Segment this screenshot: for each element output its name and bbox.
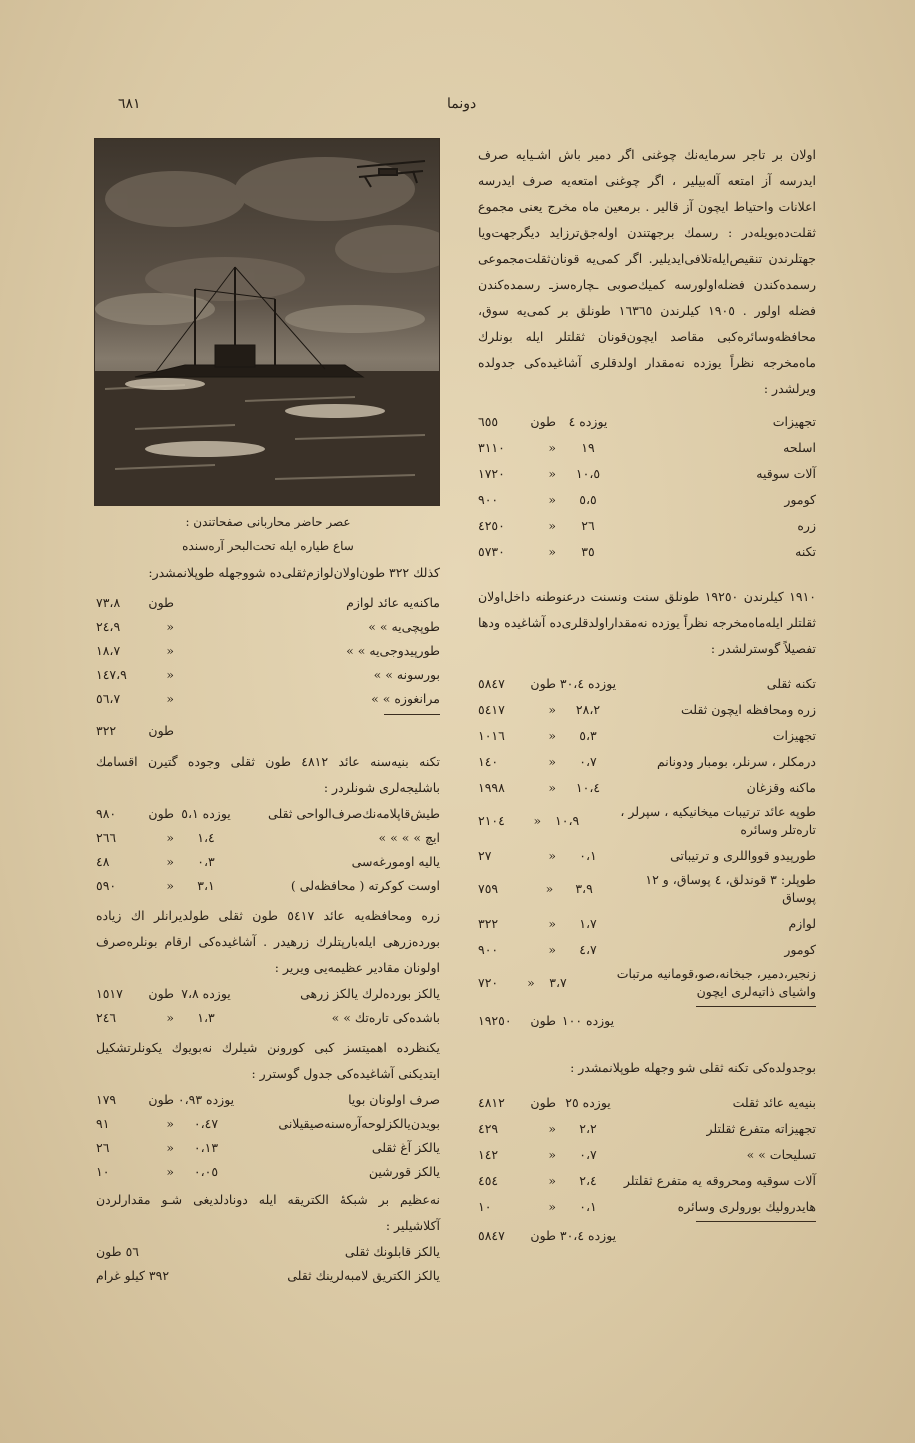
left-paragraph-5: نه‌عظیم بر شبکهٔ الکتریقه ایله دونادلدیغی شـو مقدارلردن آکلاشیلیر : [96,1192,440,1233]
left-table-1-total: ٣٢٢ طون [96,722,174,738]
table-row [478,512,816,538]
row-percent: یوزده ٧،٨ [181,985,231,1001]
table-row [478,722,816,748]
right-column [478,142,816,1248]
illustration-caption-line-1: عصر حاضر محاربانی صفحاتندن : [185,515,351,529]
row-value: ٢٦٦ » [96,829,174,845]
row-label: اوست کوکرته ( محافظه‌لی ) [290,877,440,893]
row-value: ١٧٩ طون [96,1091,174,1107]
table-row [478,842,816,868]
row-value: ٥٨٤٧ طون [478,675,556,691]
row-label: طورپیدو قوواللری و ترتیباتی [670,847,816,863]
row-percent: یوزده ٠،٩٣ [177,1091,235,1107]
row-percent: ٠،٤٧ [193,1115,219,1131]
row-value: ١٨،٧ » [96,642,174,658]
row-label: یالکز قورشین [368,1163,440,1179]
table-row [478,460,816,486]
row-percent: ٥،٥ [579,491,597,507]
row-value: ٤٨١٢ طون [478,1094,556,1110]
row-value: ٥٦ طون [96,1243,139,1259]
table-row [96,1239,440,1263]
table-row [478,538,816,564]
row-label: هایدرولیك بورولری وسائره [677,1198,816,1214]
left-paragraph-4: یکنظرده اهمیتسز کبی کورونن شیلرك نه‌بویوك یکونلرتشکیل ایتدیکنی آشاغیده‌کی جدول گوسترر : [96,1040,440,1081]
right-intro-paragraph: اولان بر تاجر سرمایه‌نك چوغنی اگر دمیر باش اشـیایه صرف ایدرسه آز امتعه آلەبیلیر ، اگر چوغنی امتعه‌یه صرف ایدرسه اعلانات واحتیاط ایچون آز قالیر . برمعین ماه مخرج یعنی مجموع ثقلت‌ده‌بویله‌در : رسمك برجهتندن اوله‌جق‌ترزاید دیگرجهت‌ویا جهتلرندن تنقیص‌ایله‌تلافی‌ایدیلیر. اگر کمی‌یه قونان‌ثقلت‌مجموعی رسمده‌کندن فضله‌اولورسه کمیك‌صوبی ـچاره‌سزـ رسمده‌کندن فضله اولور . ١٩٠٥ کیلرندن ١٦٣٦٥ طونلق بر کمی‌یه سوق، محافظه‌وسائره‌کبی مقاصد ایچون‌قونان ثقلتلر ایله بونلرك ماه‌مخرجه نظراً یوزده نه‌مقدار اولدقلری آشاغیده‌کی جدولده ویرلشدر : [478,147,816,396]
row-label: لوازم [788,915,816,931]
row-value: ٦٥٥ طون [478,413,556,429]
row-label: کومور [784,941,816,957]
row-label: زنجیر،دمیر، جبخانه،صو،قومانیه مرتبات واشیای ذاتیه‌لری ایچون [616,966,816,999]
table-row [96,1087,440,1111]
table-row [478,748,816,774]
row-percent: ١،٣ [197,1009,215,1025]
row-percent: ١٩ [581,439,595,455]
row-label: یالکز آغ ثقلی [371,1139,440,1155]
row-percent: ٣،٩ [575,881,593,896]
row-value: ١٠١٦ » [478,727,556,743]
row-label: طیش‌قاپلامه‌نك‌صرف‌الواحی ثقلی [268,805,440,821]
left-paragraph-3: زره ومحافظه‌یه عائد ٥٤١٧ طون ثقلی طولدیرانلر اك زیاده بوردەزرهی ایله‌بارپتلرك زرهیدر . آشاغیده‌کی ارقام بونلره‌صرف اولونان مقادیر عظیمه‌یی ویریر : [96,908,440,975]
row-percent: ٣٥ [581,543,595,559]
left-table-3 [96,981,440,1029]
table-row [478,1141,816,1167]
table-row [96,1263,440,1287]
table-row [478,868,816,910]
row-label: بورسونه » » [373,666,440,682]
row-value: ٣٩٢ کیلو غرام [96,1267,170,1283]
row-value: ١٥١٧ طون [96,985,174,1001]
table-row [96,801,440,825]
row-value: ٩١ » [96,1115,174,1131]
table-row [96,981,440,1005]
table-row [478,774,816,800]
table-row [478,1089,816,1115]
table-row [478,962,816,1004]
left-table-1-rule [384,714,440,715]
table-row [478,696,816,722]
row-value: ١٩٩٨ » [478,779,556,795]
table-row [478,1167,816,1193]
left-table-5 [96,1239,440,1287]
row-label: زره ومحافظه ایچون ثقلت [681,701,816,717]
row-percent: ٢٨،٢ [575,701,601,717]
row-value: ٢٧ » [478,847,556,863]
row-value: ٤٢٩ » [478,1120,556,1136]
row-label: ایچ » » » » [378,829,440,845]
row-value: ٢٦ » [96,1139,174,1155]
row-value: ١٤٠ » [478,753,556,769]
right-table-3 [478,1089,816,1219]
row-label: طوپلر: ٣ قوندلق، ٤ پوساق، و ١٢ پوساق [645,872,816,905]
table-row [96,614,440,638]
table-row [478,670,816,696]
row-percent: ٤،٧ [579,941,597,957]
row-label: کومور [784,491,816,507]
row-percent: یوزده ٤ [568,413,608,429]
row-label: یالکز بوردەلرك یالکز زرهی [300,985,440,1001]
row-percent: ٠،٧ [579,1146,597,1162]
row-label: باشده‌کی تاره‌تك » » [331,1009,440,1025]
page-number: ٦٨١ [118,96,141,112]
right-table-1 [478,408,816,564]
row-percent: ٠،١ [579,847,597,863]
row-label: تکنه [795,543,816,559]
illustration-caption-line-2: ساع طیاره ایله تحت‌البحر آره‌سنده [182,539,354,553]
table-row [96,662,440,686]
row-label: تسلیحات » » [746,1146,816,1162]
table-row [478,486,816,512]
row-percent: ٣،٧ [549,975,567,990]
row-percent: ٠،٣ [197,853,215,869]
running-head: دونما [447,96,477,112]
row-label: طورپیدوجی‌یه » » [346,642,440,658]
row-percent: ١٠،٤ [575,779,601,795]
row-label: یالکز قابلونك ثقلی [344,1243,440,1259]
right-paragraph-2: ١٩١٠ کیلرندن ١٩٢٥٠ طونلق سنت ونسنت درعنوطنه داخل‌اولان ثقلتلر ایله‌ماه‌مخرجه نظراً یوزده نه‌مقداراولدقلری‌ده آشاغیده ودها تفصیلاً گوسترلشدر : [478,589,816,656]
row-value: ٢٤،٩ » [96,618,174,634]
table-row [96,873,440,897]
row-percent: یوزده ٥،١ [181,805,231,821]
row-percent: ١٠،٩ [555,813,580,828]
row-percent: ٠،٧ [579,753,597,769]
row-value: ٤٥٤ » [478,1172,556,1188]
row-percent: ٢،٤ [579,1172,597,1188]
table-row [96,638,440,662]
row-label: یالکز الکتریق لامبه‌لرینك ثقلی [287,1267,440,1283]
row-value: ٧٢٠ » [477,975,535,990]
row-percent: ٣،١ [197,877,215,893]
left-column [96,138,440,1287]
table-row [96,1005,440,1029]
row-value: ٢٤٦ » [96,1009,174,1025]
row-label: یالیه اومورغه‌سی [351,853,440,869]
row-label: آلات سوقیه ومحروقه‌ یه متفرع ثقلتلر [623,1172,816,1188]
row-value: ٤٨ » [96,853,174,869]
table-row [96,825,440,849]
row-percent: ٢٦ [581,517,595,533]
row-label: تجهیزاته متفرع ثقلتلر [706,1120,816,1136]
row-label: بنیه‌یه عائد ثقلت [732,1094,816,1110]
left-table-1 [96,590,440,710]
right-table-2 [478,670,816,1004]
page-header [0,96,915,120]
row-value: ٧٥٩ » [478,881,554,896]
table-row [478,1115,816,1141]
row-percent: ٠،٠٥ [193,1163,219,1179]
table-row [96,1135,440,1159]
row-percent: ٥،٣ [579,727,597,743]
row-percent: ١،٤ [197,829,215,845]
row-value: ٩٠٠ » [478,491,556,507]
row-value: ٩٠٠ » [478,941,556,957]
row-label: تکنه ثقلی [766,675,816,691]
row-label: تجهیزات [772,413,816,429]
row-percent: ٠،١٣ [193,1139,219,1155]
row-value: ٤٢٥٠ » [478,517,556,533]
row-value: ٥٩٠ » [96,877,174,893]
right-table-2-total: یوزده ١٠٠ ١٩٢٥٠ طون [478,1012,615,1028]
row-percent: ١٠،٥ [575,465,601,481]
left-paragraph-1: کذلك ٣٢٢ طون‌اولان‌لوازم‌ثقلی‌ده شووجهله طوپلانمشدر: [148,565,440,580]
row-percent: یوزده ٣٠،٤ [559,675,617,691]
row-percent: یوزده ٢٥ [565,1094,611,1110]
row-label: صرف اولونان بویا [348,1091,440,1107]
table-row [96,590,440,614]
row-value: ٣١١٠ » [478,439,556,455]
row-value: ٥٦،٧ » [96,690,174,706]
row-value: ١٧٢٠ » [478,465,556,481]
row-label: ماکنه وقزغان [746,779,816,795]
illustration-seaplane-submarine [94,138,440,506]
table-row [96,849,440,873]
row-label: طوپه عائد ترتیبات میخانیکیه ، سپرلر ، تاره‌تلر وسائره [620,804,816,837]
left-table-2 [96,801,440,897]
row-value: ٥٤١٧ » [478,701,556,717]
row-value: ١٠ » [96,1163,174,1179]
row-label: درمکلر ، سرنلر، بومبار ودونانم [656,753,816,769]
table-row [96,1111,440,1135]
table-row [478,1193,816,1219]
row-label: آلات سوقیه [756,465,816,481]
row-value: ١٤٧،٩ » [96,666,174,682]
row-value: ٢١٠٤ » [478,813,542,828]
table-row [478,800,816,842]
left-table-4 [96,1087,440,1183]
row-label: طوپچی‌یه » » [368,618,440,634]
row-percent: ٠،١ [579,1198,597,1214]
row-value: ٣٢٢ » [478,915,556,931]
row-value: ٥٧٣٠ » [478,543,556,559]
row-label: مرانغوزه » » [371,690,440,706]
table-row [96,1159,440,1183]
row-label: زره [797,517,816,533]
row-value: ١٠ » [478,1198,556,1214]
right-table-3-total: یوزده ٣٠،٤ ٥٨٤٧ طون [478,1227,617,1243]
row-value: ٧٣،٨ طون [96,594,174,610]
row-percent: ١،٧ [579,915,597,931]
table-row [478,910,816,936]
right-paragraph-3: بوجدولده‌کی تکنه ثقلی شو وجهله طوپلانمشدر : [570,1060,816,1075]
table-row [478,408,816,434]
row-label: ماکنه‌یه عائد لوازم [346,594,440,610]
row-label: بویدن‌یالکز‌لوحه‌آره‌سنه‌صیقیلانی [278,1115,440,1131]
table-row [478,434,816,460]
row-label: اسلحه [783,439,816,455]
row-percent: ٢،٢ [579,1120,597,1136]
table-row [478,936,816,962]
table-row [96,686,440,710]
row-value: ١٤٢ » [478,1146,556,1162]
left-paragraph-2: تکنه بنیه‌سنه عائد ٤٨١٢ طون ثقلی وجوده گتیرن اقسامك باشلیجه‌لری شونلردر : [96,754,440,795]
row-label: تجهیزات [772,727,816,743]
row-value: ٩٨٠ طون [96,805,174,821]
